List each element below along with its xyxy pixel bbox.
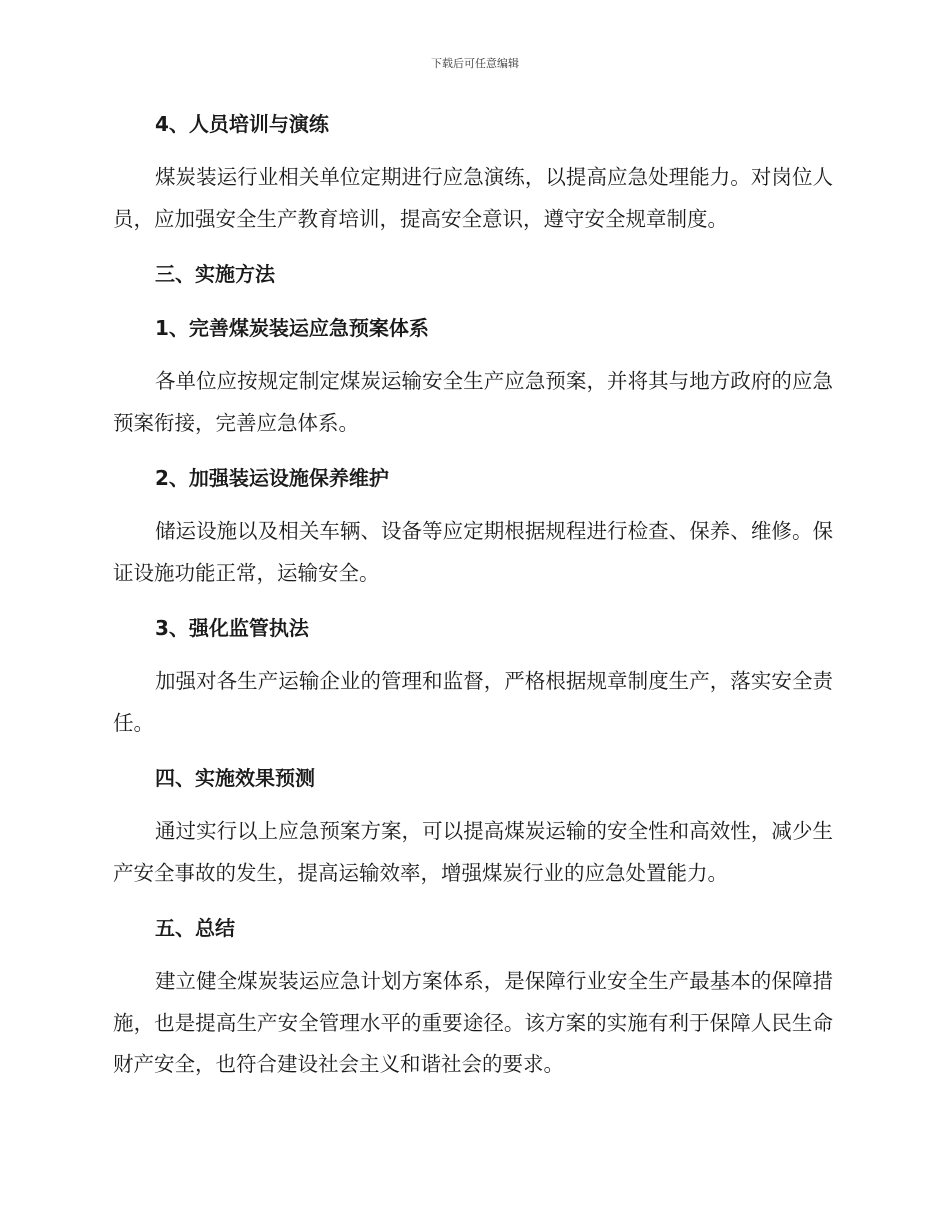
paragraph: 建立健全煤炭装运应急计划方案体系，是保障行业安全生产最基本的保障措施，也是提高生产安全管理水平的重要途径。该方案的实施有利于保障人民生命财产安全，也符合建设社会主义和谐社会的要求。 xyxy=(113,969,833,1076)
paragraph: 煤炭装运行业相关单位定期进行应急演练，以提高应急处理能力。对岗位人员，应加强安全生产教育培训，提高安全意识，遵守安全规章制度。 xyxy=(113,165,833,231)
section-heading: 2、加强装运设施保养维护 xyxy=(155,466,389,490)
paragraph: 加强对各生产运输企业的管理和监督，严格根据规章制度生产，落实安全责任。 xyxy=(113,669,833,735)
paragraph: 各单位应按规定制定煤炭运输安全生产应急预案，并将其与地方政府的应急预案衔接，完善应急体系。 xyxy=(113,369,833,435)
section-heading: 五、总结 xyxy=(155,916,235,940)
page-header: 下载后可任意编辑 xyxy=(431,57,519,70)
paragraph: 储运设施以及相关车辆、设备等应定期根据规程进行检查、保养、维修。保证设施功能正常，运输安全。 xyxy=(113,519,833,585)
paragraph: 通过实行以上应急预案方案，可以提高煤炭运输的安全性和高效性，减少生产安全事故的发生，提高运输效率，增强煤炭行业的应急处置能力。 xyxy=(113,819,833,885)
section-heading: 4、人员培训与演练 xyxy=(155,112,329,136)
section-heading: 3、强化监管执法 xyxy=(155,616,309,640)
section-heading: 四、实施效果预测 xyxy=(155,766,315,790)
document-body xyxy=(113,104,833,1086)
section-heading: 三、实施方法 xyxy=(155,262,275,286)
section-heading: 1、完善煤炭装运应急预案体系 xyxy=(155,316,429,340)
